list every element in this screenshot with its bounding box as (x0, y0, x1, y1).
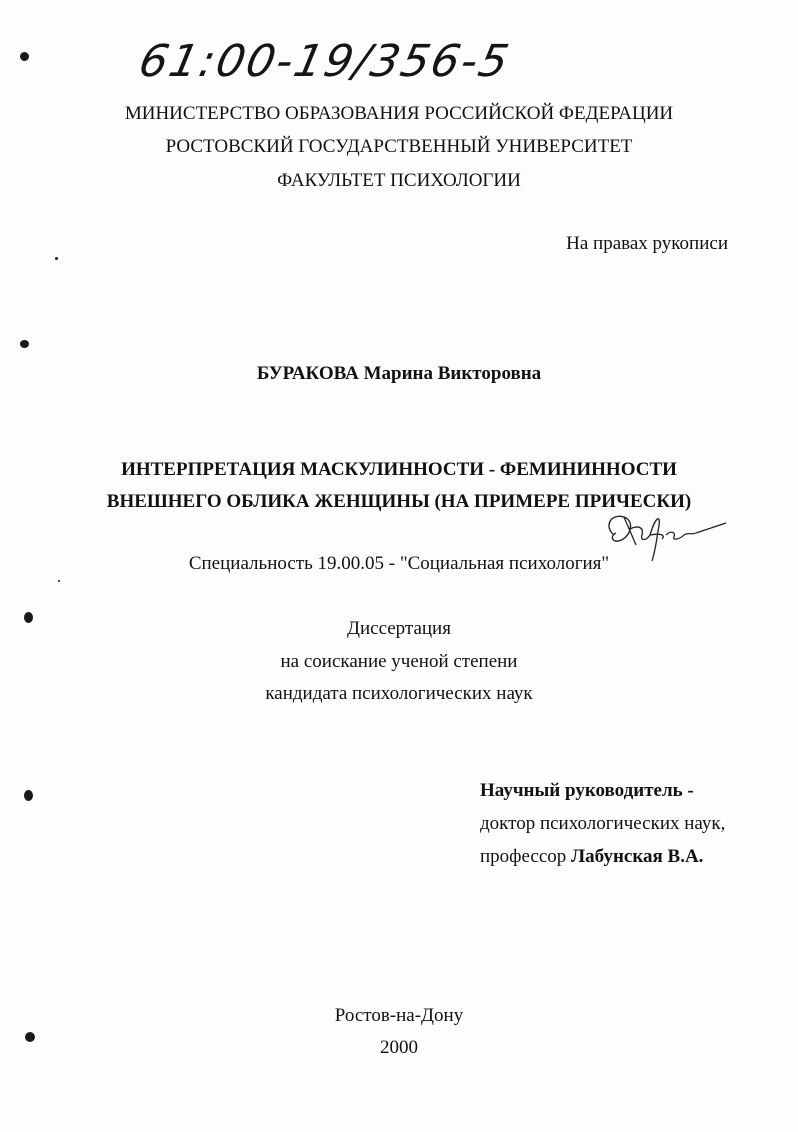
supervisor-title: профессор (480, 846, 567, 867)
dissertation-line-1: Диссертация (347, 618, 451, 639)
rights-note: На правах рукописи (566, 233, 728, 254)
scan-mark (58, 580, 60, 582)
scan-mark (24, 790, 33, 801)
archive-code: 61:00-19/356-5 (134, 36, 515, 87)
supervisor-name: Лабунская В.А. (571, 846, 704, 867)
specialty-line: Специальность 19.00.05 - "Социальная психология" (188, 553, 610, 574)
footer-year: 2000 (380, 1037, 418, 1058)
title-line-2: ВНЕШНЕГО ОБЛИКА ЖЕНЩИНЫ (НА ПРИМЕРЕ ПРИЧЕСКИ) (106, 491, 692, 512)
scan-mark (20, 340, 29, 348)
supervisor-degree: доктор психологических наук, (480, 813, 726, 834)
title-line-1: ИНТЕРПРЕТАЦИЯ МАСКУЛИННОСТИ - ФЕМИНИННОСТИ (121, 459, 677, 480)
supervisor-role: Научный руководитель - (480, 780, 694, 801)
scan-mark (55, 257, 58, 260)
ministry-line: МИНИСТЕРСТВО ОБРАЗОВАНИЯ РОССИЙСКОЙ ФЕДЕРАЦИИ (124, 103, 674, 124)
author-name: БУРАКОВА Марина Викторовна (256, 363, 542, 384)
university-line: РОСТОВСКИЙ ГОСУДАРСТВЕННЫЙ УНИВЕРСИТЕТ (165, 136, 633, 157)
supervisor-line (480, 846, 703, 868)
dissertation-line-2: на соискание ученой степени (280, 651, 518, 672)
dissertation-line-3: кандидата психологических наук (265, 683, 533, 704)
footer-city: Ростов-на-Дону (334, 1005, 464, 1026)
faculty-line: ФАКУЛЬТЕТ ПСИХОЛОГИИ (277, 170, 521, 191)
scan-mark (20, 52, 29, 61)
